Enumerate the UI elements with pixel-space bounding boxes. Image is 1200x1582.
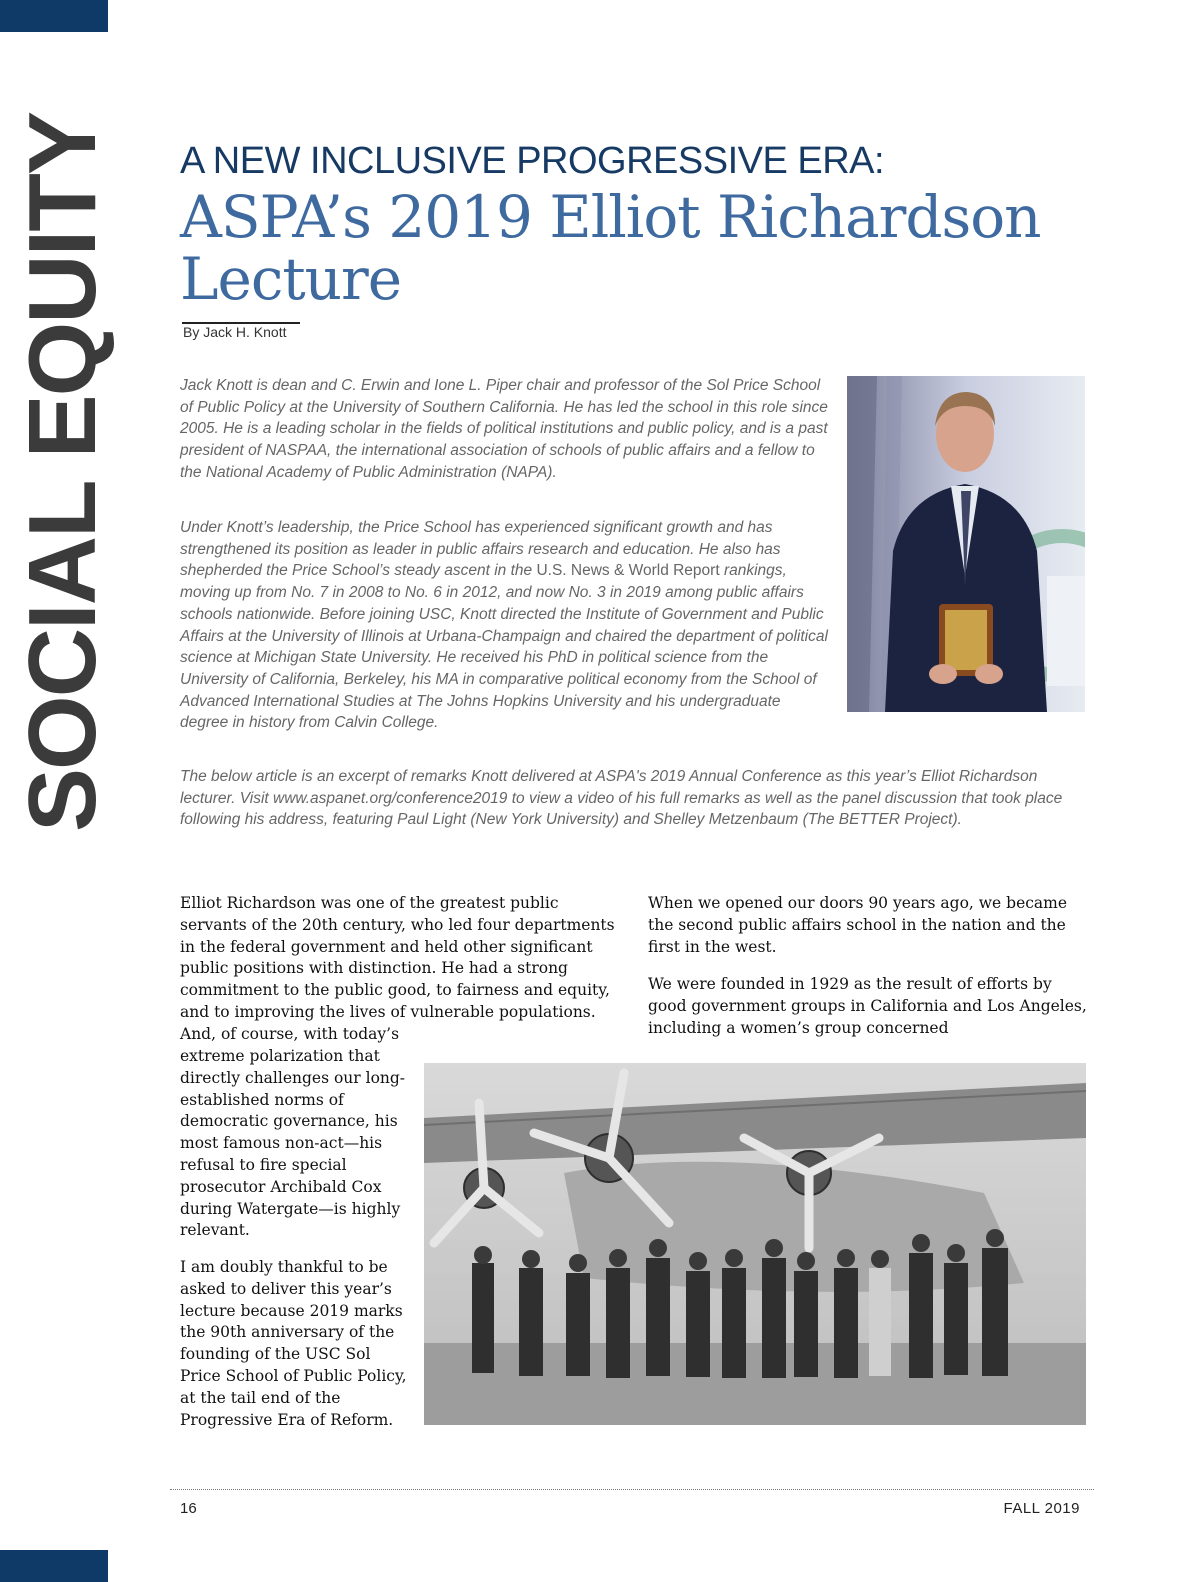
author-leadership	[180, 517, 830, 734]
top-accent-bar	[0, 0, 108, 32]
article-headline: ASPA’s 2019 Elliot Richardson Lecture	[180, 183, 1041, 313]
body-left-paragraph-1-narrow: extreme polarization that directly challenges our long-established norms of democratic governance, his most famous non-act—his refusal to fire special prosecutor Archibald Cox during Watergate—is highly relevant.	[180, 1047, 406, 1240]
body-left-paragraph-2: I am doubly thankful to be asked to deliver this year’s lecture because 2019 marks the 90th anniversary of the founding of the USC Sol Price School of Public Policy, at the tail end of the Progressive Era of Reform.	[180, 1258, 407, 1429]
author-portrait-photo	[847, 376, 1085, 712]
leadership-text-b: rankings, moving up from No. 7 in 2008 to No. 6 in 2012, and now No. 3 in 2019 among public affairs schools nationwide. Before joining USC, Knott directed the Institute of Government and Public Affairs at the University of Illinois at Urbana-Champaign and chaired the department of political science at Michigan State University. He received his PhD in political science from the University of California, Berkeley, his MA in comparative political economy from the School of Advanced International Studies at The Johns Hopkins University and his undergraduate degree in history from Calvin College.	[180, 562, 828, 732]
byline: By Jack H. Knott	[183, 324, 287, 340]
leadership-text-a: Under Knott’s leadership, the Price School has experienced significant growth and has strengthened its position as leader in public affairs research and education. He also has shepherded the Price School’s steady ascent in the	[180, 519, 781, 580]
historic-airplane-photo	[424, 1063, 1086, 1425]
body-right-paragraph-2: We were founded in 1929 as the result of efforts by good government groups in California and Los Angeles, including a women’s group concerned	[648, 975, 1087, 1037]
section-label: SOCIAL EQUITY	[9, 113, 116, 832]
page-number: 16	[180, 1500, 197, 1517]
footer-rule	[170, 1489, 1094, 1490]
issue-label: FALL 2019	[1003, 1500, 1080, 1517]
bottom-accent-bar	[0, 1550, 108, 1582]
article-kicker: A NEW INCLUSIVE PROGRESSIVE ERA:	[180, 140, 885, 182]
excerpt-note: The below article is an excerpt of remarks Knott delivered at ASPA's 2019 Annual Conference as this year’s Elliot Richardson lecturer. Visit www.aspanet.org/conference2019 to view a video of his full remarks as well as the panel discussion that took place following his address, featuring Paul Light (New York University) and Shelley Metzenbaum (The BETTER Project).	[180, 768, 1063, 829]
body-right-paragraph-1: When we opened our doors 90 years ago, we became the second public affairs school in the nation and the first in the west.	[648, 894, 1068, 956]
author-bio: Jack Knott is dean and C. Erwin and Ione L. Piper chair and professor of the Sol Price School of Public Policy at the University of Southern California. He has led the school in this role since 2005. He is a leading scholar in the fields of political institutions and public policy, and is a past president of NASPAA, the international association of schools of public affairs and a fellow to the National Academy of Public Administration (NAPA).	[180, 377, 828, 481]
body-left-paragraph-1-wide: Elliot Richardson was one of the greatest public servants of the 20th century, who led four departments in the federal government and held other significant public positions with distinction. He had a strong commitment to the public good, to fairness and equity, and to improving the lives of vulnerable populations. And, of course, with today’s	[180, 894, 615, 1043]
publication-name: U.S. News & World Report	[536, 562, 720, 580]
